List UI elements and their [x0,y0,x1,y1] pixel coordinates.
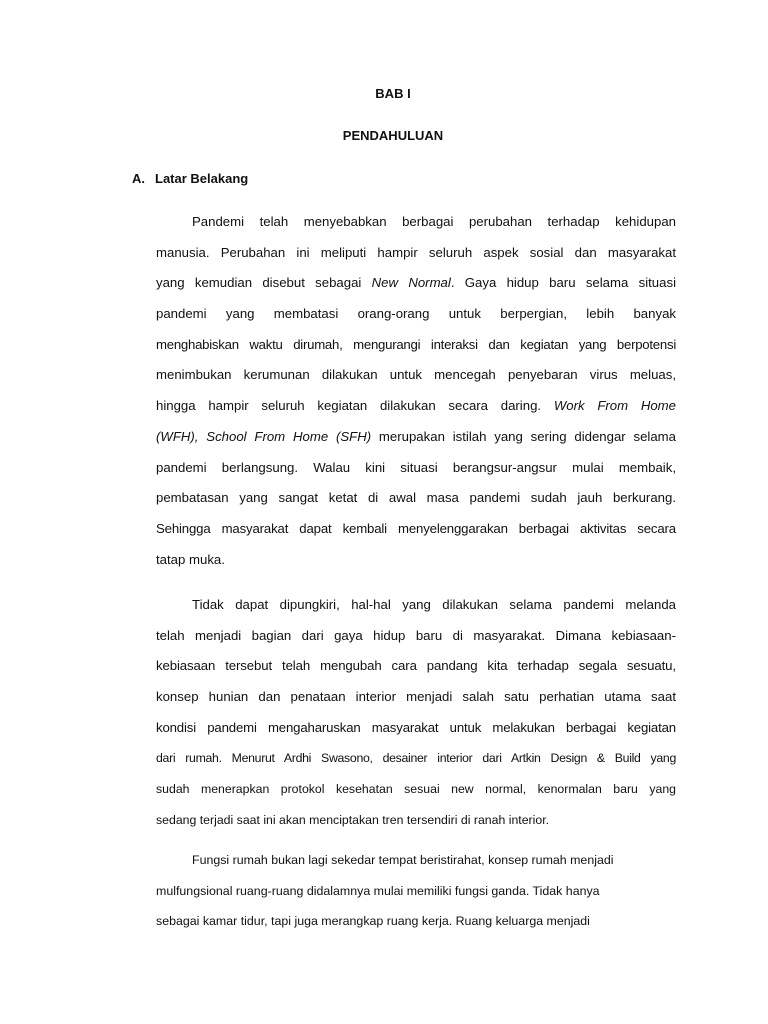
text-line: Fungsi rumah bukan lagi sekedar tempat beristirahat, konsep rumah menjadi [192,853,614,867]
chapter-number: BAB I [375,86,411,101]
text-line: menimbukan kerumunan dilakukan untuk mencegah penyebaran virus meluas, [156,367,676,383]
paragraph-1 [156,213,676,581]
text-run: yang kemudian disebut sebagai [156,275,372,291]
text-line: menghabiskan waktu dirumah, mengurangi interaksi dan kegiatan yang berpotensi [156,336,676,352]
text-line: pandemi berlangsung. Walau kini situasi berangsur-angsur mulai membaik, [156,459,676,475]
text-line: tatap muka. [156,551,225,567]
text-line [156,428,676,459]
text-line: sebagai kamar tidur, tapi juga merangkap ruang kerja. Ruang keluarga menjadi [156,914,590,928]
text-run: merupakan istilah yang sering didengar selama [371,428,676,444]
italic-term: (WFH), School From Home (SFH) [156,428,372,444]
chapter-title: PENDAHULUAN [342,128,444,143]
text-line: kebiasaan tersebut telah mengubah cara pandang kita terhadap segala sesuatu, [156,658,676,674]
text-run: hingga hampir seluruh kegiatan dilakukan secara daring. [156,398,554,414]
text-line: kondisi pandemi mengaharuskan masyarakat untuk melakukan berbagai kegiatan [156,719,676,735]
text-line: Tidak dapat dipungkiri, hal-hal yang dilakukan selama pandemi melanda [192,597,676,612]
italic-term: New Normal [371,275,451,291]
text-line: Sehingga masyarakat dapat kembali menyelenggarakan berbagai aktivitas secara [156,520,676,536]
text-line [156,397,676,428]
text-line: pandemi yang membatasi orang-orang untuk berpergian, lebih banyak [156,306,676,322]
section-label: Latar Belakang [155,171,249,186]
section-heading [132,171,248,186]
text-line: sudah menerapkan protokol kesehatan sesuai new normal, kenormalan baru yang [156,782,676,797]
paragraph-3 [156,851,676,943]
paragraph-2 [156,596,676,842]
text-line: dari rumah. Menurut Ardhi Swasono, desainer interior dari Artkin Design & Build yang [156,751,676,766]
text-line: Pandemi telah menyebabkan berbagai perubahan terhadap kehidupan [192,214,676,229]
text-line: pembatasan yang sangat ketat di awal masa pandemi sudah jauh berkurang. [156,490,676,506]
text-run: . Gaya hidup baru selama situasi [450,275,677,291]
italic-term: Work From Home [553,398,676,414]
text-line: telah menjadi bagian dari gaya hidup baru di masyarakat. Dimana kebiasaan- [156,627,676,643]
text-line: konsep hunian dan penataan interior menjadi salah satu perhatian utama saat [156,689,676,705]
text-line: sedang terjadi saat ini akan menciptakan tren tersendiri di ranah interior. [156,812,550,827]
text-line: mulfungsional ruang-ruang didalamnya mulai memiliki fungsi ganda. Tidak hanya [156,883,600,898]
text-line: manusia. Perubahan ini meliputi hampir seluruh aspek sosial dan masyarakat [156,244,676,260]
text-line [156,274,676,305]
section-letter: A. [132,171,145,186]
